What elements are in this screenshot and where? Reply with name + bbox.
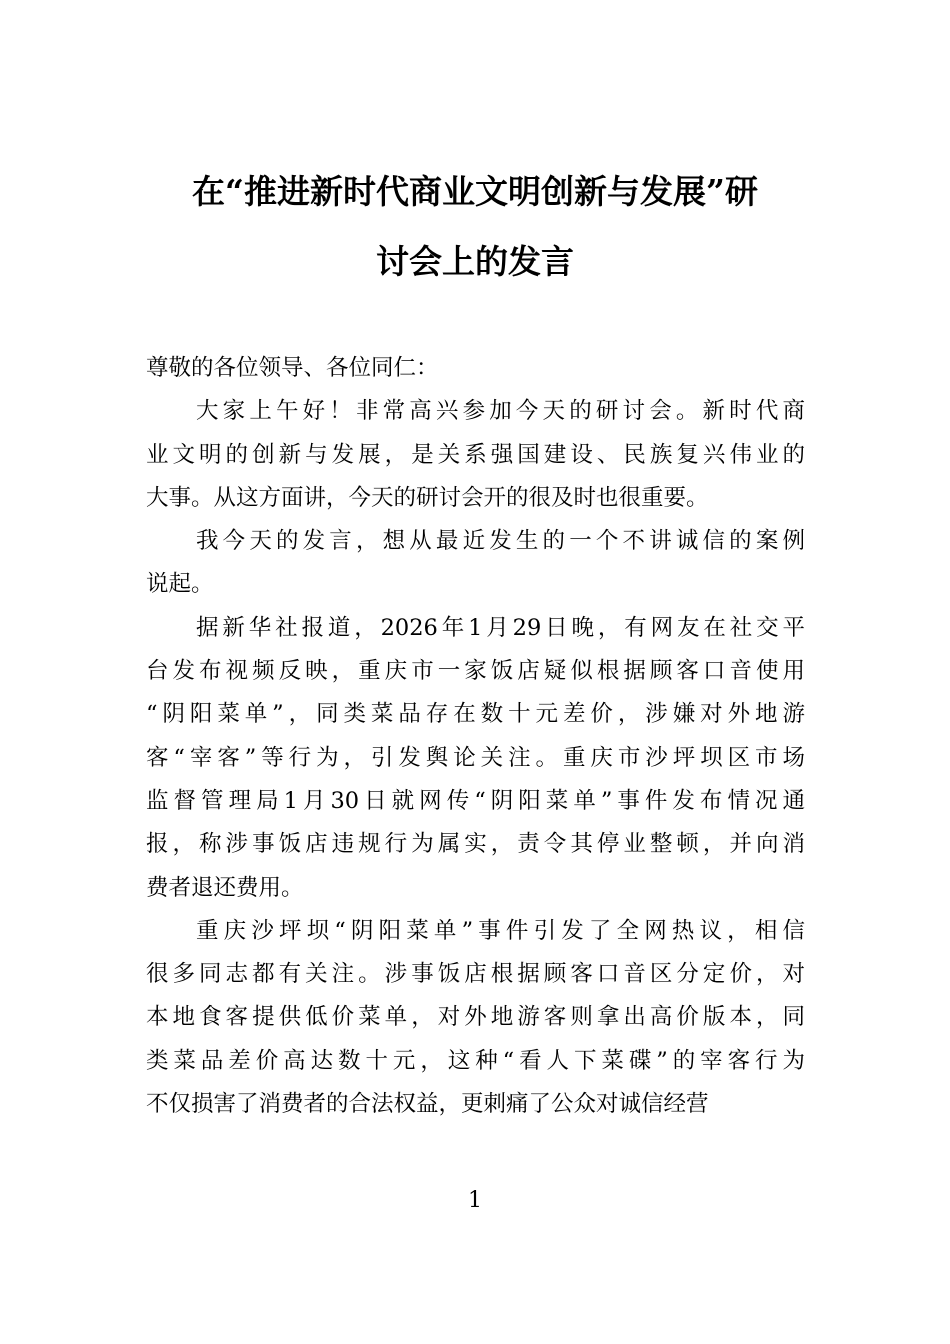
paragraph-line: 业文明的创新与发展，是关系强国建设、民族复兴伟业的 xyxy=(146,441,805,468)
paragraph-line: 客“宰客”等行为，引发舆论关注。重庆市沙坪坝区市场 xyxy=(146,744,805,771)
paragraph-line: 很多同志都有关注。涉事饭店根据顾客口音区分定价，对 xyxy=(146,961,805,988)
paragraph-line: 重庆沙坪坝“阴阳菜单”事件引发了全网热议，相信 xyxy=(196,917,805,944)
paragraph-line: 说起。 xyxy=(146,571,214,598)
page-number: 1 xyxy=(468,1188,482,1213)
paragraph xyxy=(146,607,805,910)
paragraph-line: 大家上午好！非常高兴参加今天的研讨会。新时代商 xyxy=(196,398,805,425)
document-title xyxy=(140,157,810,297)
paragraphs xyxy=(146,390,805,1126)
paragraph-line: 费者退还费用。 xyxy=(146,874,304,901)
paragraph-line: 监督管理局1月30日就网传“阴阳菜单”事件发布情况通 xyxy=(146,787,805,814)
paragraph-line: 报，称涉事饭店违规行为属实，责令其停业整顿，并向消 xyxy=(146,831,805,858)
paragraph-line: “阴阳菜单”，同类菜品存在数十元差价，涉嫌对外地游 xyxy=(146,701,805,728)
paragraph xyxy=(146,520,805,607)
paragraph xyxy=(146,910,805,1126)
salutation: 尊敬的各位领导、各位同仁： xyxy=(146,355,439,381)
paragraph-line: 类菜品差价高达数十元，这种“看人下菜碟”的宰客行为 xyxy=(146,1047,805,1074)
paragraph-line: 据新华社报道，2026年1月29日晚，有网友在社交平 xyxy=(196,614,805,641)
document-body xyxy=(146,347,805,1126)
title-line: 讨会上的发言 xyxy=(376,242,574,281)
paragraph-line: 不仅损害了消费者的合法权益，更刺痛了公众对诚信经营 xyxy=(146,1091,709,1118)
paragraph-line: 台发布视频反映，重庆市一家饭店疑似根据顾客口音使用 xyxy=(146,658,805,685)
title-line: 在“推进新时代商业文明创新与发展”研 xyxy=(192,172,758,211)
paragraph-line: 大事。从这方面讲，今天的研讨会开的很及时也很重要。 xyxy=(146,484,709,511)
paragraph xyxy=(146,390,805,520)
paragraph-line: 我今天的发言，想从最近发生的一个不讲诚信的案例 xyxy=(196,528,805,555)
paragraph-line: 本地食客提供低价菜单，对外地游客则拿出高价版本，同 xyxy=(146,1004,805,1031)
